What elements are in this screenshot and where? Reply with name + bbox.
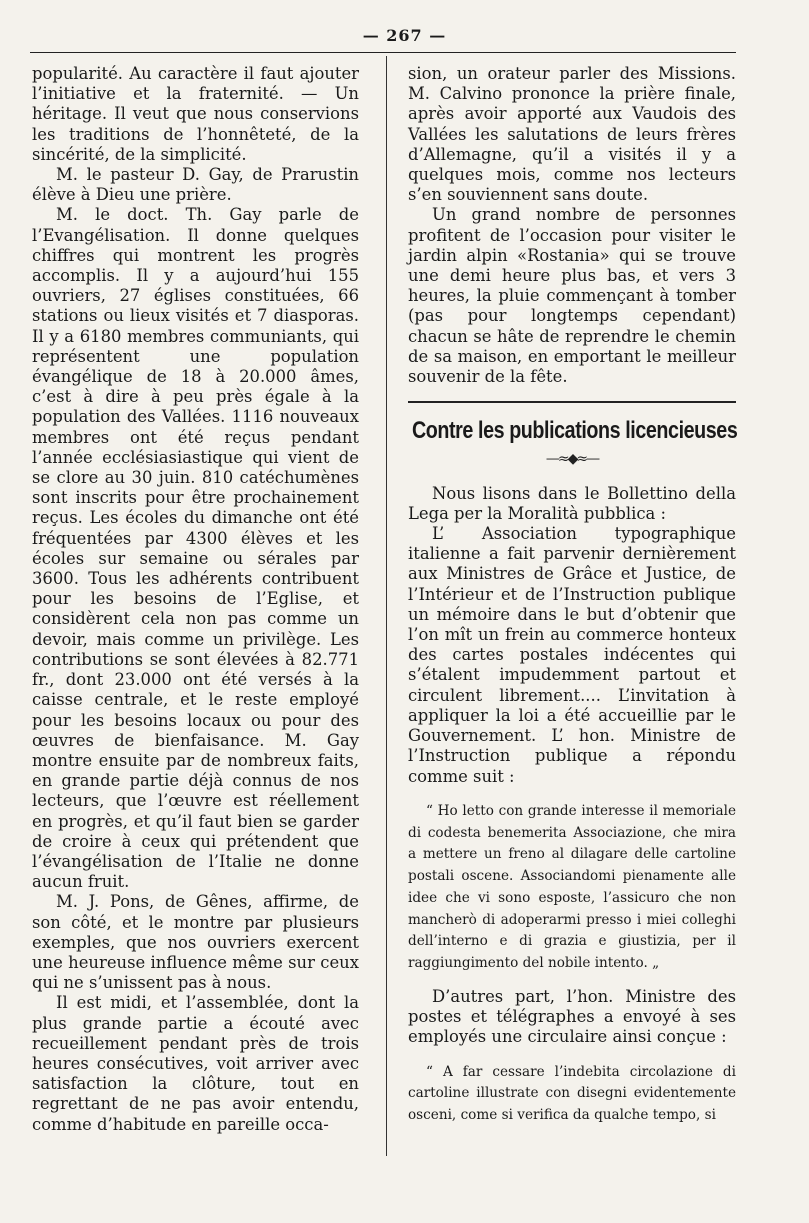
intro-paragraph: Nous lisons dans le Bollettino della Lega per la Moralità pubblica : bbox=[408, 483, 736, 523]
section-rule bbox=[408, 401, 736, 403]
section-title: Contre les publications licencieuses bbox=[412, 417, 738, 445]
paragraph: Un grand nombre de personnes profitent de l’occasion pour visiter le jardin alpin «Rostania» qui se trouve une demi heure plus bas, et vers 3 heures, la pluie commençant à tomber (pas pour longtemps cependant) chacun se hâte de reprendre le chemin de sa maison, en emportant le meilleur souvenir de la fête. bbox=[408, 205, 736, 387]
quotation bbox=[408, 1062, 736, 1127]
page-number: — 267 — bbox=[362, 26, 447, 45]
right-column bbox=[408, 64, 736, 1139]
paragraph: L’ Association typographique italienne a fait parvenir dernièrement aux Ministres de Grâce et Justice, de l’Intérieur et de l’Instruction publique un mémoire dans le but d’obtenir que l’on mît un frein au commerce honteux des cartes postales indécentes qui s’étalent impudemment partout et circulent librement.... L’invitation à appliquer la loi a été accueillie par le Gouvernement. L’ hon. Ministre de l’Instruction publique a répondu comme suit : bbox=[408, 524, 736, 786]
paragraph: Il est midi, et l’assemblée, dont la plus grande partie a écouté avec recueillement pendant près de trois heures consécutives, voit arriver avec satisfaction la clôture, tout en regrettant de ne pas avoir entendu, comme d’habitude en pareille occa- bbox=[32, 993, 359, 1134]
quote-text: “ A far cessare l’indebita circolazione di cartoline illustrate con disegni evidentemente osceni, come si verifica da qualche tempo, si bbox=[408, 1063, 736, 1124]
paragraph: M. le doct. Th. Gay parle de l’Evangélisation. Il donne quelques chiffres qui montrent les progrès accomplis. Il y a aujourd’hui 155 ouvriers, 27 églises constituées, 66 stations ou lieux visités et 7 diasporas. Il y a 6180 membres communiants, qui représentent une population évangélique de 18 à 20.000 âmes, c’est à dire à peu près égale à la population des Vallées. 1116 nouveaux membres ont été reçus pendant l’année ecclésiasiastique qui vient de se clore au 30 juin. 810 catéchumènes sont inscrits pour être prochainement reçus. Les écoles du dimanche ont été fréquentées par 4300 élèves et les écoles sur semaine ou sérales par 3600. Tous les adhérents contribuent pour les besoins de l’Eglise, et considèrent cela non pas comme un devoir, mais comme un privilège. Les contributions se sont élevées à 82.771 fr., dont 23.000 ont été versés à la caisse centrale, et le reste employé pour les besoins locaux ou pour des œuvres de bienfaisance. M. Gay montre ensuite par de nombreux faits, en grande partie déjà connus de nos lecteurs, que l’œuvre est réellement en progrès, et qu’il faut bien se garder de croire à ceux qui prétendent que l’évangélisation de l’Italie ne donne aucun fruit. bbox=[32, 205, 359, 892]
paragraph: M. J. Pons, de Gênes, affirme, de son côté, et le montre par plusieurs exemples, que nos ouvriers exercent une heureuse influence même sur ceux qui ne s’unissent pas à nous. bbox=[32, 892, 359, 993]
header-rule bbox=[30, 52, 736, 53]
quotation bbox=[408, 801, 736, 975]
paragraph: M. le pasteur D. Gay, de Prarustin élève à Dieu une prière. bbox=[32, 165, 359, 205]
paragraph: sion, un orateur parler des Missions. M. Calvino prononce la prière finale, après avoir apporté aux Vaudois des Vallées les salutations de leurs frères d’Allemagne, qu’il a visités il y a quelques mois, comme nos lecteurs s’en souviennent sans doute. bbox=[408, 64, 736, 205]
left-column bbox=[32, 64, 359, 1135]
quote-text: “ Ho letto con grande interesse il memoriale di codesta benemerita Associazione, che mira a mettere un freno al dilagare delle cartoline postali oscene. Associandomi pienamente alle idee che vi sono esposte, l’assicuro che non mancherò di adoperarmi presso i miei colleghi dell’interno e di grazia e giustizia, per il raggiungimento del nobile intento. „ bbox=[408, 802, 736, 972]
column-divider bbox=[386, 56, 387, 1156]
ornament-divider: —≈◆≈— bbox=[545, 451, 599, 468]
paragraph: D’autres part, l’hon. Ministre des postes et télégraphes a envoyé à ses employés une circulaire ainsi conçue : bbox=[408, 987, 736, 1047]
paragraph: popularité. Au caractère il faut ajouter l’initiative et la fraternité. — Un héritage. Il veut que nous conservions les traditions de l’honnêteté, de la sincérité, de la simplicité. bbox=[32, 64, 359, 164]
